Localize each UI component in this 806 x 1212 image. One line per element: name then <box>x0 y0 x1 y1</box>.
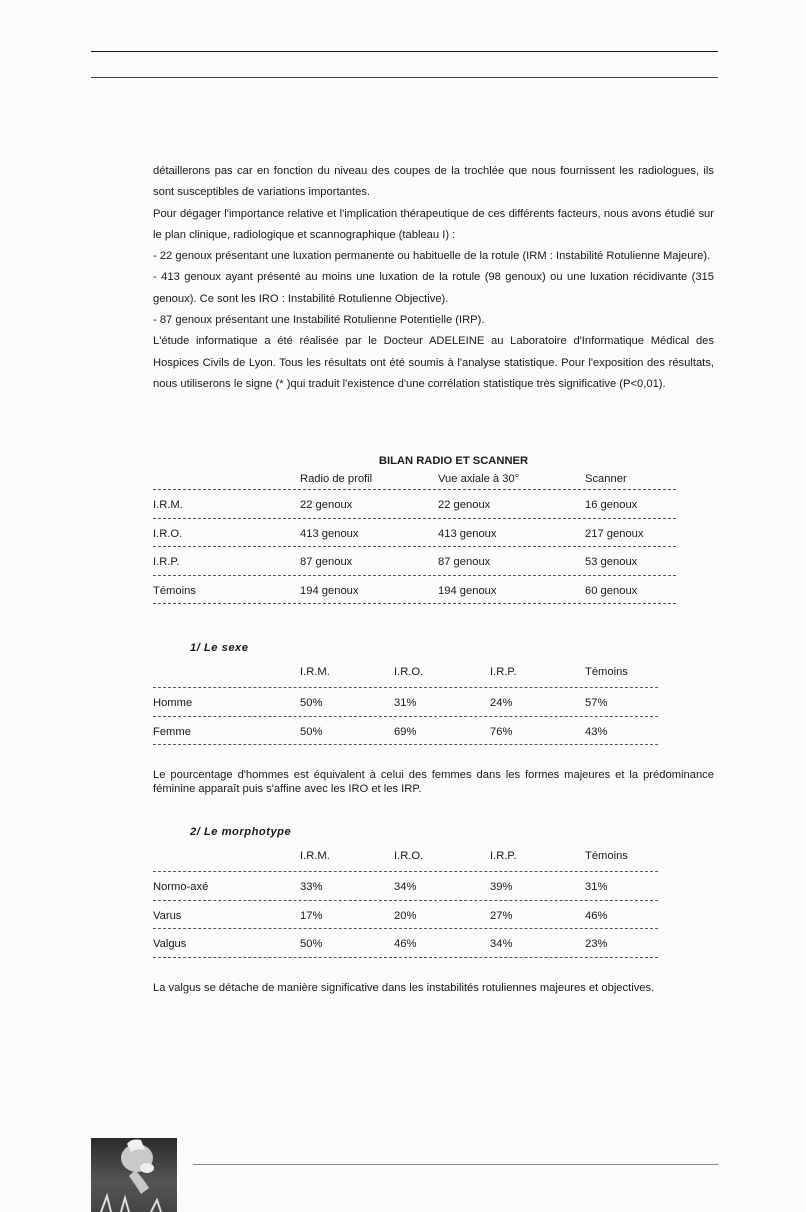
column-header: Témoins <box>585 850 628 862</box>
table-header <box>153 846 658 872</box>
table-cell: 34% <box>490 938 513 950</box>
table-row <box>153 901 658 930</box>
table-cell: 43% <box>585 725 608 738</box>
table-cell: 50% <box>300 725 323 738</box>
table-row <box>153 576 676 605</box>
table-cell: 87 genoux <box>300 556 353 568</box>
row-label: Témoins <box>153 584 196 597</box>
footer-rule <box>193 1164 718 1165</box>
table-title: BILAN RADIO ET SCANNER <box>378 455 529 467</box>
column-header: Témoins <box>585 666 628 678</box>
row-label: Normo-axé <box>153 881 209 893</box>
table-cell: 34% <box>394 881 417 893</box>
table-morphotype <box>153 846 658 958</box>
table-header <box>153 662 658 688</box>
table-bilan-radio-scanner <box>153 455 676 604</box>
table-cell: 194 genoux <box>438 584 497 597</box>
table-row <box>153 490 676 519</box>
section-title-morphotype: 2/ Le morphotype <box>190 826 292 838</box>
table-cell: 87 genoux <box>438 556 491 568</box>
table-row <box>153 688 658 717</box>
table-cell: 57% <box>585 697 608 709</box>
column-header: I.R.O. <box>394 850 424 862</box>
row-label: Varus <box>153 909 182 922</box>
table-cell: 33% <box>300 881 323 893</box>
table-row <box>153 929 658 958</box>
paragraph-3: - 22 genoux présentant une luxation permanente ou habituelle de la rotule (IRM : Instabilité Rotulienne Majeure). <box>153 250 711 263</box>
table-cell: 24% <box>490 697 513 709</box>
column-header: Vue axiale à 30° <box>438 473 520 485</box>
paragraph-6: L'étude informatique a été réalisée par le Docteur ADELEINE au Laboratoire d'Informatique Médical des Hospices Civils de Lyon. Tous les résultats ont été soumis à l'analyse statistique. Pour l'exposition des résultats, nous utiliserons le signe (* )qui traduit l'existence d'une corrélation statistique très significative (P<0,01). <box>153 335 714 390</box>
column-header: I.R.M. <box>300 666 330 678</box>
table-row <box>153 519 676 548</box>
row-label: Valgus <box>153 938 187 950</box>
table-cell: 17% <box>300 909 323 922</box>
table-row <box>153 547 676 576</box>
table-cell: 27% <box>490 909 513 922</box>
table-cell: 53 genoux <box>585 556 638 568</box>
column-header: I.R.P. <box>490 850 517 862</box>
table-cell: 217 genoux <box>585 527 644 540</box>
column-header: Radio de profil <box>300 473 373 485</box>
paragraph-4: - 413 genoux ayant présenté au moins une luxation de la rotule (98 genoux) ou une luxation récidivante (315 genoux). Ce sont les IRO : Instabilité Rotulienne Objective). <box>153 271 714 305</box>
table-cell: 20% <box>394 909 417 922</box>
table-sexe <box>153 662 658 745</box>
table-cell: 46% <box>585 909 608 922</box>
table-cell: 194 genoux <box>300 584 359 597</box>
paragraph-1: détaillerons pas car en fonction du niveau des coupes de la trochlée que nous fournissent les radiologues, ils sont susceptibles de variations importantes. <box>153 165 714 199</box>
row-label: I.R.O. <box>153 527 183 540</box>
table-cell: 50% <box>300 938 323 950</box>
row-label: I.R.P. <box>153 556 180 568</box>
table-cell: 50% <box>300 697 323 709</box>
table-cell: 76% <box>490 725 513 738</box>
table-cell: 23% <box>585 938 608 950</box>
knee-xray-logo-icon <box>91 1138 177 1212</box>
row-label: I.R.M. <box>153 499 183 511</box>
section-title-sexe: 1/ Le sexe <box>190 642 249 654</box>
table-cell: 60 genoux <box>585 584 638 597</box>
table-header <box>153 469 676 490</box>
table-cell: 69% <box>394 725 417 738</box>
paragraph-5: - 87 genoux présentant une Instabilité Rotulienne Potentielle (IRP). <box>153 314 485 327</box>
table-cell: 413 genoux <box>300 527 359 540</box>
table-cell: 46% <box>394 938 417 950</box>
knee-xray-graphic <box>91 1138 177 1212</box>
paragraph-sexe-summary: Le pourcentage d'hommes est équivalent à celui des femmes dans les formes majeures et la prédominance féminine apparaît puis s'affine avec les IRO et les IRP. <box>153 769 714 795</box>
column-header: I.R.P. <box>490 666 517 678</box>
column-header: Scanner <box>585 473 627 485</box>
table-cell: 31% <box>585 881 608 893</box>
header-rule-bottom <box>91 77 718 78</box>
table-cell: 16 genoux <box>585 499 638 511</box>
table-row <box>153 717 658 746</box>
table-row <box>153 872 658 901</box>
table-cell: 413 genoux <box>438 527 497 540</box>
header-rule-top <box>91 51 718 52</box>
body-text <box>153 161 714 395</box>
table-cell: 39% <box>490 881 513 893</box>
column-header: I.R.O. <box>394 666 424 678</box>
paragraph-morphotype-summary: La valgus se détache de manière significative dans les instabilités rotuliennes majeures et objectives. <box>153 982 655 994</box>
table-cell: 31% <box>394 697 417 709</box>
table-cell: 22 genoux <box>438 499 491 511</box>
paragraph-2: Pour dégager l'importance relative et l'implication thérapeutique de ces différents facteurs, nous avons étudié sur le plan clinique, radiologique et scannographique (tableau I) : <box>153 207 714 241</box>
column-header: I.R.M. <box>300 850 330 862</box>
row-label: Homme <box>153 697 193 709</box>
row-label: Femme <box>153 725 191 738</box>
table-cell: 22 genoux <box>300 499 353 511</box>
